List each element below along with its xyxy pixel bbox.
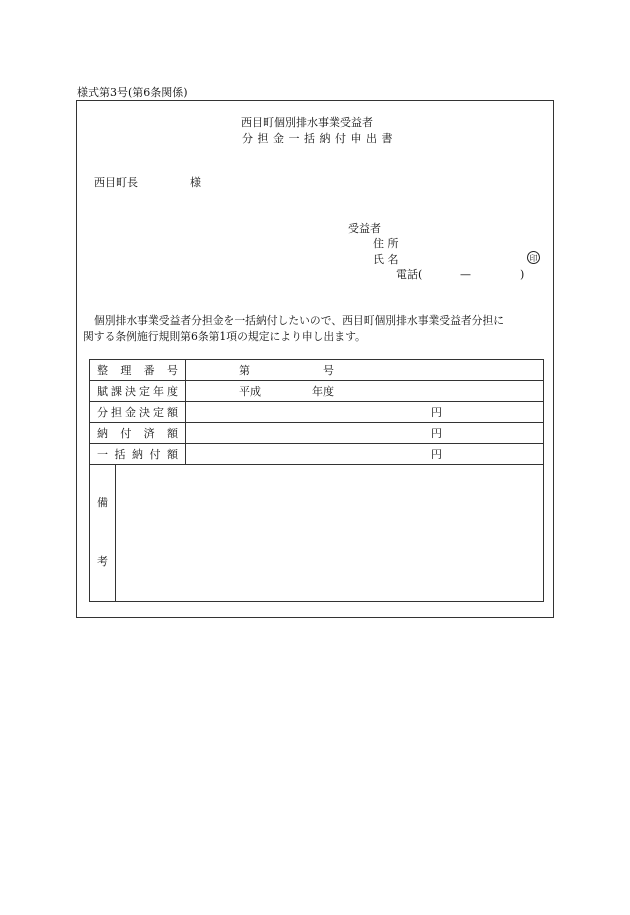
remarks-label-char2: 考 bbox=[97, 555, 108, 568]
row-suffix-fuka-kettei-nendo: 年度 bbox=[312, 385, 334, 398]
phone-dash: — bbox=[460, 268, 471, 281]
row-label-ikkatsu-nofu-gaku: 一括納付額 bbox=[97, 448, 178, 461]
row-label-buntankin-kettei-gaku: 分担金決定額 bbox=[97, 406, 178, 419]
addressee-name: 西目町長 bbox=[94, 176, 138, 189]
phone-label: 電話( bbox=[396, 268, 423, 281]
address-label: 住 所 bbox=[373, 237, 399, 250]
seal-mark: 印 bbox=[527, 251, 540, 264]
remarks-area[interactable] bbox=[116, 465, 542, 601]
row-prefix-seiri-bango: 第 bbox=[239, 364, 250, 377]
details-table bbox=[89, 359, 544, 602]
body-text-line2: 関する条例施行規則第6条第1項の規定により申し出ます。 bbox=[83, 330, 366, 343]
name-label: 氏 名 bbox=[373, 253, 399, 266]
row-label-fuka-kettei-nendo: 賦課決定年度 bbox=[97, 385, 178, 398]
body-text-line1: 個別排水事業受益者分担金を一括納付したいので、西目町個別排水事業受益者分担に bbox=[94, 314, 505, 327]
row-suffix-nofu-zumi-gaku: 円 bbox=[431, 427, 442, 440]
form-title-line1: 西目町個別排水事業受益者 bbox=[241, 116, 373, 129]
phone-close: ) bbox=[520, 268, 525, 281]
remarks-label-char1: 備 bbox=[97, 496, 108, 509]
row-suffix-seiri-bango: 号 bbox=[323, 364, 334, 377]
row-label-seiri-bango: 整理番号 bbox=[97, 364, 178, 377]
applicant-heading: 受益者 bbox=[348, 222, 381, 235]
form-title-line2: 分 担 金 一 括 納 付 申 出 書 bbox=[242, 132, 393, 145]
row-prefix-fuka-kettei-nendo: 平成 bbox=[239, 385, 261, 398]
form-number: 様式第3号(第6条関係) bbox=[77, 86, 188, 99]
row-suffix-ikkatsu-nofu-gaku: 円 bbox=[431, 448, 442, 461]
addressee-honorific: 様 bbox=[190, 176, 201, 189]
row-label-nofu-zumi-gaku: 納付済額 bbox=[97, 427, 178, 440]
row-suffix-buntankin-kettei-gaku: 円 bbox=[431, 406, 442, 419]
